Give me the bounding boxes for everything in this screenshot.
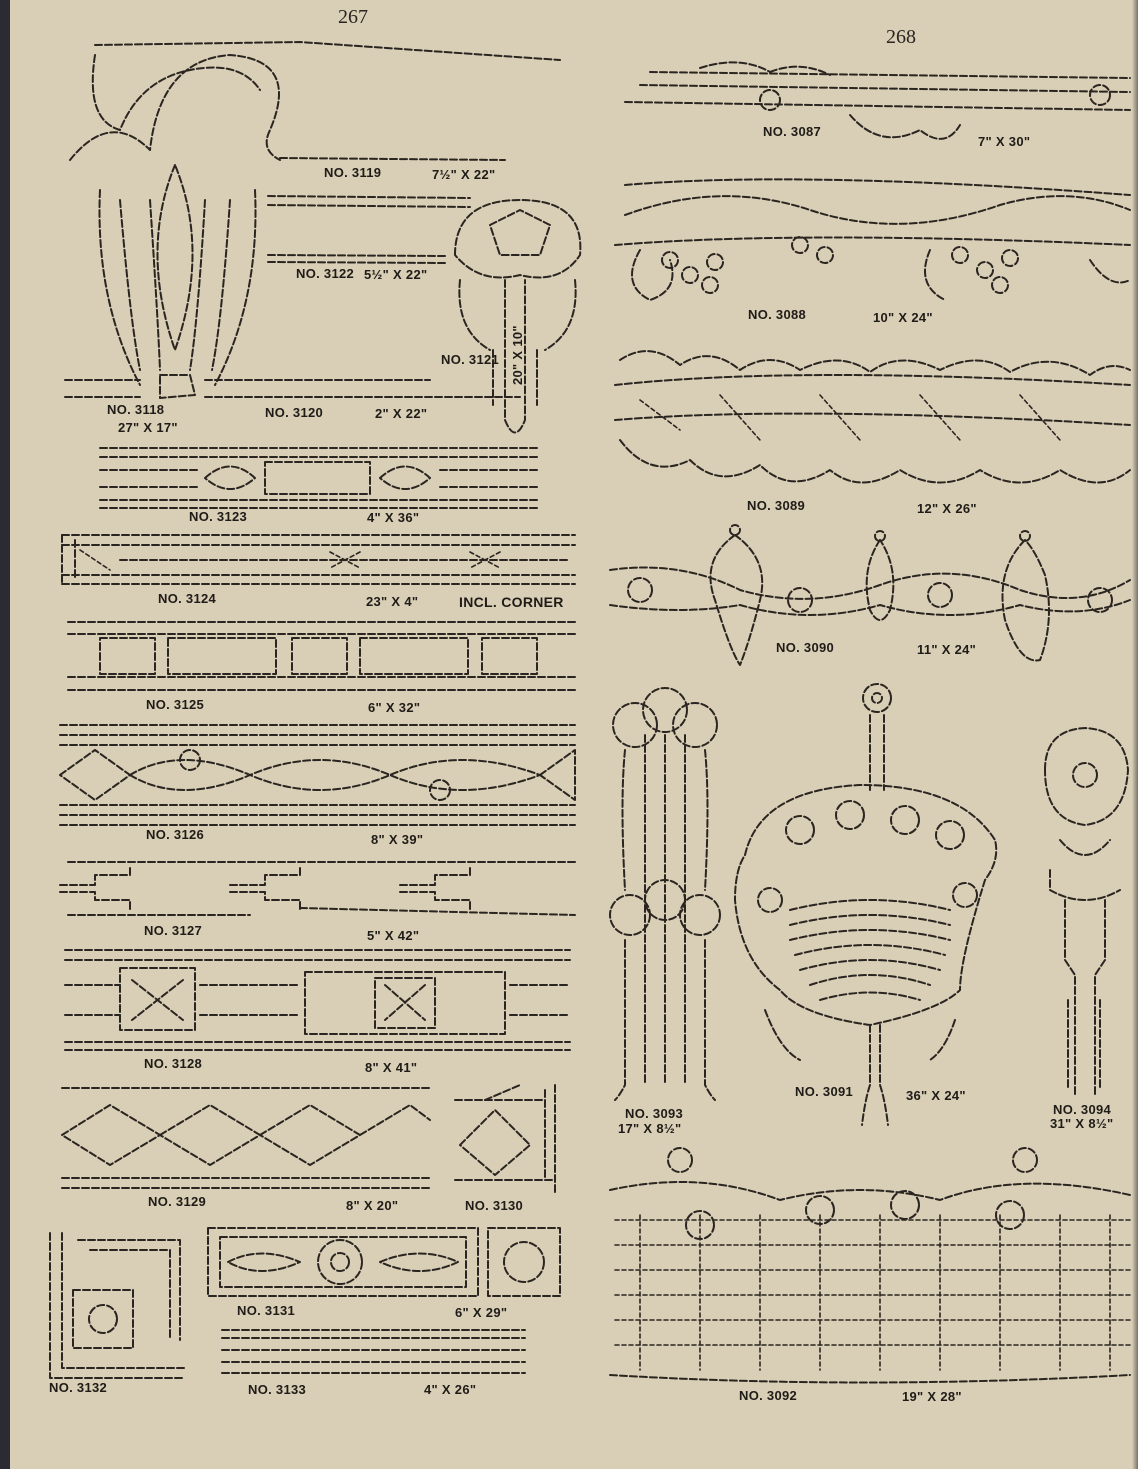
stencil-number: NO. 3125 <box>146 697 205 712</box>
stencil-number: NO. 3094 <box>1053 1102 1112 1117</box>
stencil-size: 6" X 29" <box>455 1305 508 1320</box>
stencil-size: 4" X 36" <box>367 510 420 525</box>
stencil-number: NO. 3131 <box>237 1303 296 1318</box>
stencil-3128-drawing <box>65 950 570 1050</box>
stencil-number: NO. 3133 <box>248 1382 307 1397</box>
stencil-3127-drawing <box>60 862 575 915</box>
stencil-3126-drawing <box>60 725 575 825</box>
stencil-size: 7½" X 22" <box>432 167 496 182</box>
stencil-size: 17" X 8½" <box>618 1121 682 1136</box>
stencil-3133-drawing <box>222 1330 525 1373</box>
stencil-number: NO. 3130 <box>465 1198 524 1213</box>
stencil-number: NO. 3092 <box>739 1388 798 1403</box>
stencil-size: 5½" X 22" <box>364 267 428 282</box>
stencil-3130-drawing <box>455 1085 555 1195</box>
stencil-3090-drawing <box>610 525 1130 665</box>
stencil-size: 5" X 42" <box>367 928 420 943</box>
stencil-note: INCL. CORNER <box>459 594 564 610</box>
stencil-number: NO. 3119 <box>324 165 382 180</box>
stencil-size: 4" X 26" <box>424 1382 477 1397</box>
stencil-number: NO. 3093 <box>625 1106 684 1121</box>
stencil-number: NO. 3088 <box>748 307 807 322</box>
stencil-size: 23" X 4" <box>366 594 419 609</box>
stencil-number: NO. 3129 <box>148 1194 207 1209</box>
stencil-size: 6" X 32" <box>368 700 421 715</box>
stencil-number: NO. 3090 <box>776 640 835 655</box>
stencil-3119-drawing <box>268 158 505 207</box>
stencil-size: 27" X 17" <box>118 420 178 435</box>
stencil-3132-drawing <box>50 1233 185 1378</box>
stencil-number: NO. 3132 <box>49 1380 108 1395</box>
stencil-number: NO. 3091 <box>795 1084 854 1099</box>
stencil-number: NO. 3124 <box>158 591 217 606</box>
stencil-3125-drawing <box>68 622 575 690</box>
stencil-size: 20" X 10" <box>510 325 525 385</box>
stencil-size: 8" X 41" <box>365 1060 418 1075</box>
stencil-size: 12" X 26" <box>917 501 977 516</box>
stencil-3122-drawing <box>268 255 445 263</box>
stencil-size: 11" X 24" <box>917 642 977 657</box>
stencil-size: 8" X 39" <box>371 832 424 847</box>
stencil-number: NO. 3126 <box>146 827 205 842</box>
stencil-3087-drawing <box>625 62 1130 139</box>
stencil-3088-drawing <box>615 179 1130 300</box>
stencil-3118-drawing <box>65 42 560 398</box>
stencil-3131-drawing <box>208 1228 560 1296</box>
page-number-left: 267 <box>338 6 368 28</box>
stencil-number: NO. 3121 <box>441 352 500 367</box>
stencil-number: NO. 3118 <box>107 402 165 417</box>
stencil-3089-drawing <box>615 351 1130 482</box>
stencil-number: NO. 3087 <box>763 124 822 139</box>
stencil-size: 8" X 20" <box>346 1198 399 1213</box>
stencil-3123-drawing <box>100 448 540 508</box>
stencil-3129-drawing <box>62 1088 430 1188</box>
stencil-number: NO. 3127 <box>144 923 203 938</box>
stencil-number: NO. 3089 <box>747 498 806 513</box>
stencil-number: NO. 3120 <box>265 405 324 420</box>
stencil-size: 36" X 24" <box>906 1088 966 1103</box>
stencil-number: NO. 3128 <box>144 1056 203 1071</box>
stencil-size: 7" X 30" <box>978 134 1031 149</box>
stencil-3091-drawing <box>735 684 996 1125</box>
page-number-right: 268 <box>886 26 916 48</box>
stencil-number: NO. 3123 <box>189 509 248 524</box>
stencil-3093-drawing <box>610 688 720 1100</box>
stencil-3094-drawing <box>1045 728 1128 1095</box>
stencil-size: 19" X 28" <box>902 1389 962 1404</box>
stencil-size: 10" X 24" <box>873 310 933 325</box>
stencil-3124-drawing <box>62 535 575 584</box>
stencil-size: 2" X 22" <box>375 406 428 421</box>
stencil-size: 31" X 8½" <box>1050 1116 1114 1131</box>
stencil-3092-drawing <box>610 1148 1130 1383</box>
stencil-number: NO. 3122 <box>296 266 355 281</box>
